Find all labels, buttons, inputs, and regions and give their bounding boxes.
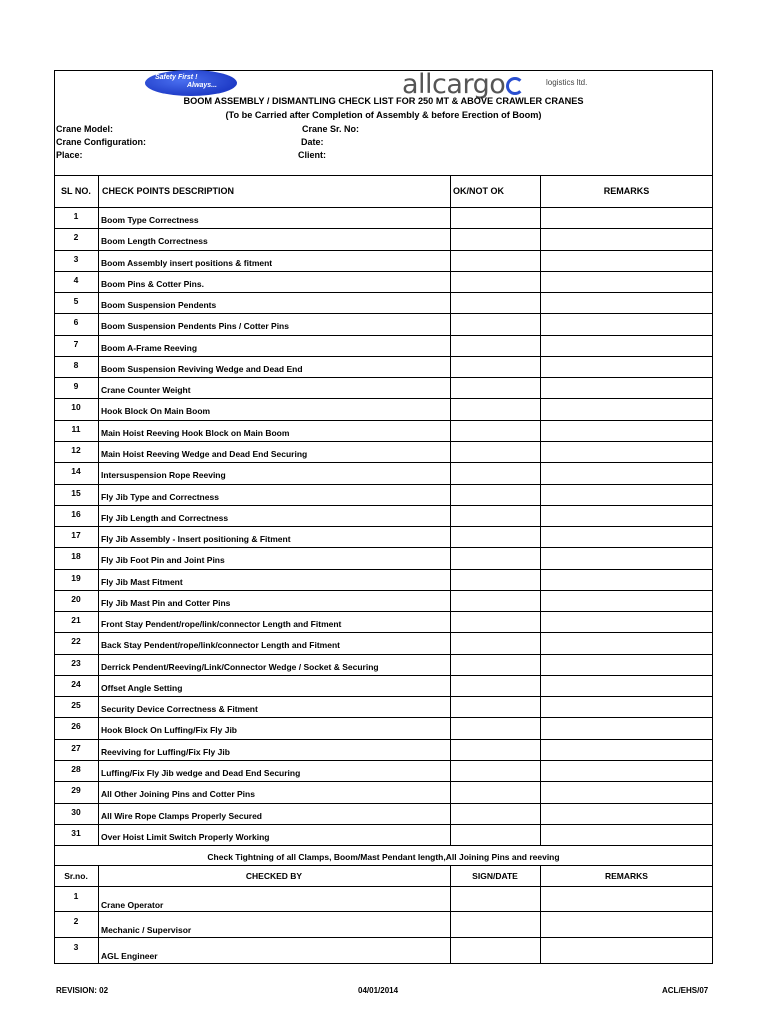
row-description: Boom Type Correctness xyxy=(101,215,199,225)
signoff-role: AGL Engineer xyxy=(101,951,158,961)
row-description: All Wire Rope Clamps Properly Secured xyxy=(101,811,262,821)
row-rule xyxy=(54,611,713,612)
row-sl-number: 8 xyxy=(73,360,79,370)
row-sl-number: 28 xyxy=(71,764,81,774)
row-sl-number: 18 xyxy=(71,551,81,561)
row-rule xyxy=(54,760,713,761)
row-sl-number: 29 xyxy=(71,785,81,795)
row-description: Fly Jib Length and Correctness xyxy=(101,513,229,523)
remarks-header: REMARKS xyxy=(603,186,650,196)
col-rule xyxy=(98,175,99,845)
row-description: Main Hoist Reeving Hook Block on Main Boom xyxy=(101,428,290,438)
checked-by-header: CHECKED BY xyxy=(245,871,303,881)
row-description: Boom Suspension Pendents xyxy=(101,300,217,310)
signoff-row-rule xyxy=(54,937,713,938)
row-rule xyxy=(54,803,713,804)
row-rule xyxy=(54,717,713,718)
row-rule xyxy=(54,654,713,655)
row-description: Intersuspension Rope Reeving xyxy=(101,470,226,480)
signoff-top-rule xyxy=(54,865,713,866)
row-description: Hook Block On Main Boom xyxy=(101,406,211,416)
signoff-role: Mechanic / Supervisor xyxy=(101,925,192,935)
row-rule xyxy=(54,547,713,548)
row-sl-number: 27 xyxy=(71,743,81,753)
row-rule xyxy=(54,398,713,399)
safety-first-badge xyxy=(145,70,237,96)
row-rule xyxy=(54,228,713,229)
row-description: Front Stay Pendent/rope/link/connector Length and Fitment xyxy=(101,619,342,629)
place-label: Place: xyxy=(56,150,83,160)
document-subtitle: (To be Carried after Completion of Assembly & before Erection of Boom) xyxy=(225,110,542,120)
row-rule xyxy=(54,335,713,336)
row-rule xyxy=(54,420,713,421)
row-sl-number: 15 xyxy=(71,488,81,498)
signoff-role: Crane Operator xyxy=(101,900,164,910)
row-sl-number: 16 xyxy=(71,509,81,519)
row-rule xyxy=(54,675,713,676)
row-rule xyxy=(54,462,713,463)
date-label: Date: xyxy=(301,137,324,147)
row-sl-number: 1 xyxy=(73,211,79,221)
row-description: Boom Suspension Pendents Pins / Cotter Pins xyxy=(101,321,289,331)
row-sl-number: 7 xyxy=(73,339,79,349)
description-header: CHECK POINTS DESCRIPTION xyxy=(102,186,235,196)
signoff-header-rule xyxy=(54,886,713,887)
footer-date: 04/01/2014 xyxy=(358,986,399,995)
col-rule xyxy=(540,175,541,845)
row-sl-number: 14 xyxy=(71,466,81,476)
row-rule xyxy=(54,569,713,570)
row-sl-number: 11 xyxy=(71,424,81,434)
row-sl-number: 2 xyxy=(73,232,79,242)
sl-no-header: SL NO. xyxy=(61,186,91,196)
header-rule xyxy=(54,207,713,208)
row-sl-number: 22 xyxy=(71,636,81,646)
row-description: Fly Jib Type and Correctness xyxy=(101,492,219,502)
row-sl-number: 3 xyxy=(73,254,79,264)
row-description: Boom Length Correctness xyxy=(101,236,208,246)
revision-label: REVISION: 02 xyxy=(56,986,109,995)
row-rule xyxy=(54,632,713,633)
col-rule xyxy=(450,175,451,845)
row-sl-number: 6 xyxy=(73,317,79,327)
row-sl-number: 10 xyxy=(71,402,81,412)
row-rule xyxy=(54,377,713,378)
brand-swirl-icon xyxy=(506,77,524,95)
row-sl-number: 9 xyxy=(73,381,79,391)
row-rule xyxy=(54,356,713,357)
row-description: Hook Block On Luffing/Fix Fly Jib xyxy=(101,725,238,735)
row-sl-number: 19 xyxy=(71,573,81,583)
row-description: Luffing/Fix Fly Jib wedge and Dead End Securing xyxy=(101,768,301,778)
row-description: Reeviving for Luffing/Fix Fly Jib xyxy=(101,747,230,757)
row-rule xyxy=(54,313,713,314)
row-rule xyxy=(54,781,713,782)
badge-line2: Always... xyxy=(187,82,217,89)
row-description: Derrick Pendent/Reeving/Link/Connector Wedge / Socket & Securing xyxy=(101,662,379,672)
row-rule xyxy=(54,845,713,846)
row-description: Offset Angle Setting xyxy=(101,683,183,693)
sign-date-header: SIGN/DATE xyxy=(472,871,518,881)
row-description: Fly Jib Mast Fitment xyxy=(101,577,183,587)
row-rule xyxy=(54,526,713,527)
signoff-sr-number: 1 xyxy=(73,891,79,901)
row-description: Main Hoist Reeving Wedge and Dead End Securing xyxy=(101,449,308,459)
document-number: ACL/EHS/07 xyxy=(662,986,709,995)
client-label: Client: xyxy=(298,150,326,160)
row-description: Over Hoist Limit Switch Properly Working xyxy=(101,832,270,842)
crane-configuration-label: Crane Configuration: xyxy=(56,137,146,147)
row-sl-number: 4 xyxy=(73,275,79,285)
row-sl-number: 12 xyxy=(71,445,81,455)
row-rule xyxy=(54,590,713,591)
row-rule xyxy=(54,292,713,293)
row-rule xyxy=(54,484,713,485)
row-rule xyxy=(54,441,713,442)
row-description: Crane Counter Weight xyxy=(101,385,191,395)
row-description: Fly Jib Assembly - Insert positioning & Fitment xyxy=(101,534,291,544)
signoff-remarks-header: REMARKS xyxy=(605,871,648,881)
row-sl-number: 20 xyxy=(71,594,81,604)
badge-line1: Safety First ! xyxy=(155,74,198,81)
table-top-rule xyxy=(54,175,713,176)
row-rule xyxy=(54,250,713,251)
signoff-row-rule xyxy=(54,911,713,912)
row-sl-number: 30 xyxy=(71,807,81,817)
tightening-note: Check Tightning of all Clamps, Boom/Mast Pendant length,All Joining Pins and reeving xyxy=(207,852,560,862)
signoff-sr-number: 2 xyxy=(73,916,79,926)
row-description: Boom Pins & Cotter Pins. xyxy=(101,279,204,289)
row-description: All Other Joining Pins and Cotter Pins xyxy=(101,789,255,799)
row-sl-number: 24 xyxy=(71,679,81,689)
row-description: Fly Jib Mast Pin and Cotter Pins xyxy=(101,598,231,608)
ok-not-ok-header: OK/NOT OK xyxy=(453,186,504,196)
row-description: Back Stay Pendent/rope/link/connector Length and Fitment xyxy=(101,640,340,650)
brand-suffix: logistics ltd. xyxy=(546,78,588,87)
row-rule xyxy=(54,696,713,697)
row-description: Boom Assembly insert positions & fitment xyxy=(101,258,273,268)
row-rule xyxy=(54,271,713,272)
signoff-sr-number: 3 xyxy=(73,942,79,952)
brand-name: allcargo xyxy=(402,69,506,100)
row-sl-number: 5 xyxy=(73,296,79,306)
row-rule xyxy=(54,739,713,740)
row-description: Security Device Correctness & Fitment xyxy=(101,704,258,714)
crane-model-label: Crane Model: xyxy=(56,124,114,134)
row-sl-number: 21 xyxy=(71,615,81,625)
row-sl-number: 31 xyxy=(71,828,81,838)
row-sl-number: 26 xyxy=(71,721,81,731)
document-title: BOOM ASSEMBLY / DISMANTLING CHECK LIST FOR 250 MT & ABOVE CRAWLER CRANES xyxy=(183,96,584,106)
row-sl-number: 23 xyxy=(71,658,81,668)
row-sl-number: 25 xyxy=(71,700,81,710)
row-sl-number: 17 xyxy=(71,530,81,540)
row-description: Fly Jib Foot Pin and Joint Pins xyxy=(101,555,225,565)
row-rule xyxy=(54,505,713,506)
row-description: Boom Suspension Reviving Wedge and Dead End xyxy=(101,364,303,374)
sr-no-header: Sr.no. xyxy=(64,871,88,881)
row-description: Boom A-Frame Reeving xyxy=(101,343,198,353)
row-rule xyxy=(54,824,713,825)
crane-sr-no-label: Crane Sr. No: xyxy=(302,124,360,134)
